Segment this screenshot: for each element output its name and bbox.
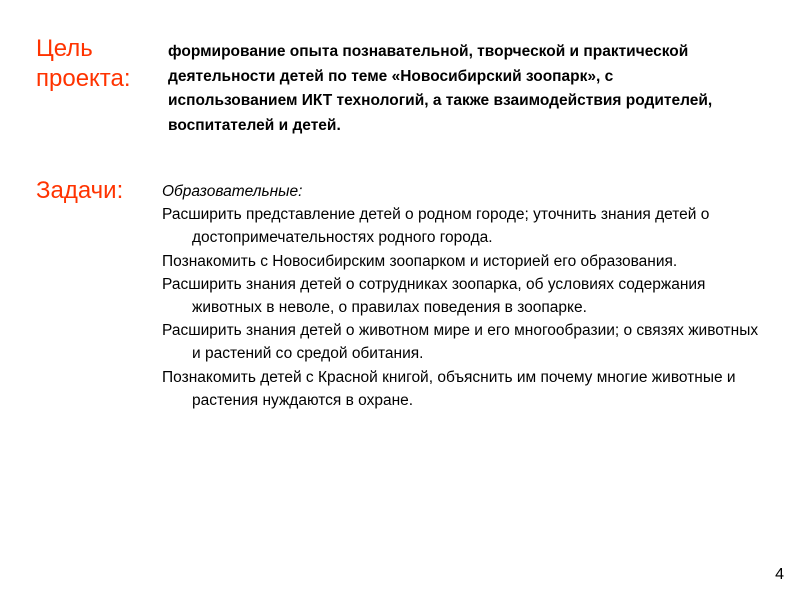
- tasks-label: Задачи:: [36, 177, 124, 204]
- task-item: Расширить знания детей о сотрудниках зоопарка, об условиях содержания животных в неволе, о правилах поведения в зоопарке.: [162, 275, 706, 317]
- goal-label: Цель проекта:: [36, 35, 131, 92]
- tasks-list: [162, 180, 762, 412]
- goal-text: формирование опыта познавательной, творческой и практической деятельности детей по теме «Новосибирский зоопарк», с использованием ИКТ технологий, а также взаимодействия родителей, воспитателей и детей.: [168, 43, 713, 134]
- task-item: Расширить представление детей о родном городе; уточнить знания детей о достопримечательностях родного города.: [162, 206, 710, 247]
- task-item: Познакомить с Новосибирским зоопарком и историей его образования.: [162, 252, 678, 270]
- task-item: Расширить знания детей о животном мире и его многообразии; о связях животных и растений со средой обитания.: [162, 322, 759, 363]
- tasks-subtitle: Образовательные:: [162, 183, 303, 200]
- page-number: 4: [775, 566, 784, 583]
- task-item: Познакомить детей с Красной книгой, объяснить им почему многие животные и растения нуждаются в охране.: [162, 368, 736, 409]
